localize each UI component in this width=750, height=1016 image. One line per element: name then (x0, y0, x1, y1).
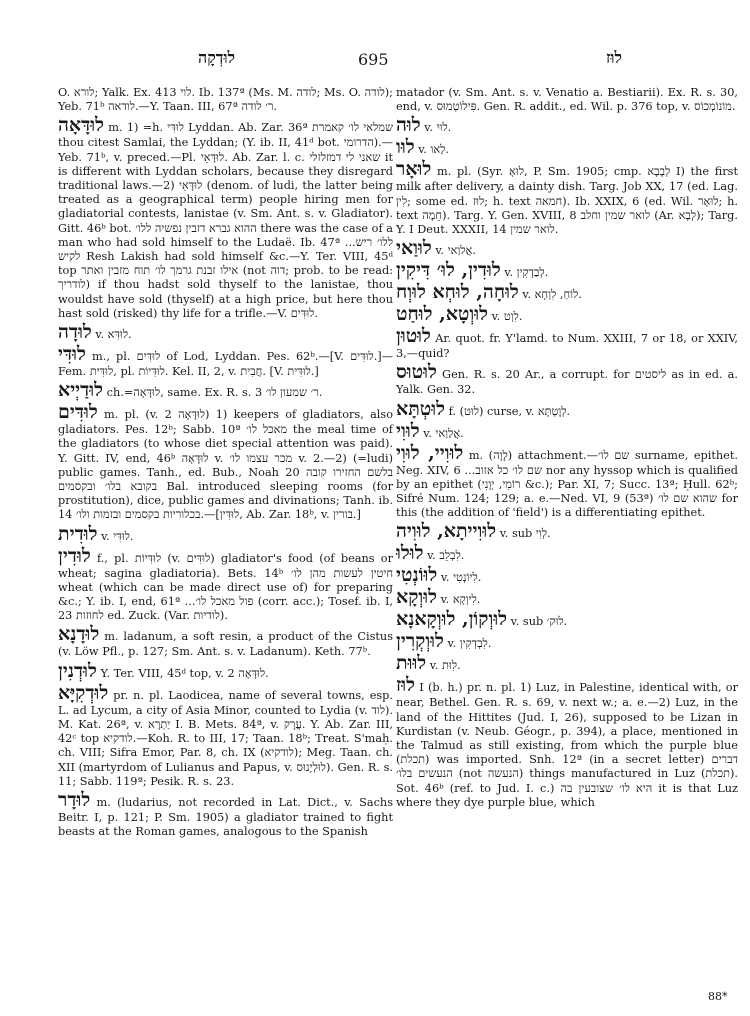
dictionary-entry (396, 543, 738, 564)
entry-definition: m. (ludarius, not recorded in Lat. Dict., v. Sachs Beitr. I, p. 121; P. Sm. 1905) a gladiator trained to fight beasts at the Roman games, analogous to the Spanish (58, 795, 393, 839)
entry-definition: v. אֲלַוַאי. (423, 426, 464, 440)
entry-headword: לוּוֹנְטִי (396, 564, 438, 587)
dictionary-entry (396, 565, 738, 586)
entry-definition: ch.=לוּדָּאָה, same. Ex. R. s. 3 ר׳ שמעון לו׳. (106, 386, 323, 400)
entry-definition: I (b. h.) pr. n. pl. 1) Luz, in Palestine, identical with, or near, Bethel. Gen. R. s. 69, v. next w.; a. e.—2) Luz, in the land of the Hittites (Jud. I, 26), supposed to be Lizan in Kurdistan (v. Neub. Géogr., p. 394), a place, mentioned in the Talmud as still existing, from which the purple blue (תכלת) was imported. Snh. 12ª (in a secret letter) דברים הנעשים בלו׳ (not הנעשה) things manufactured in Luz (תכלת). Sot. 46ᵇ (ref. to Jud. I. c.) היא לו׳ שצובעין בה it is that Luz where they dye purple blue, which (396, 681, 738, 809)
entry-headword: לוּז (396, 674, 416, 697)
entry-definition: v. לוֹחַ, לִוְחָא. (522, 288, 582, 302)
entry-definition: v. לִיוֹנְטִי. (440, 571, 482, 585)
entry-definition: f. (לוּט) curse, v. לְוָטְתָּא. (448, 404, 571, 418)
dictionary-entry (58, 380, 393, 401)
entry-definition: m. ladanum, a soft resin, a product of the Cistus (v. Löw Pfl., p. 127; Sm. Ant. s. v. Ladanum). Keth. 77ᵇ. (58, 630, 393, 659)
dictionary-entry (396, 675, 738, 810)
entry-definition: v. לִוְט. (491, 310, 523, 324)
dictionary-entry (58, 344, 393, 379)
entry-definition: m. pl. (Syr. לוּאָ, P. Sm. 1905; cmp. לְבָבָא I) the first milk after delivery, a dainty dish. Targ. Job XX, 17 (ed. Lag. לִין; some ed. לוּז; h. text חמאה). Ib. XXIX, 6 (ed. Wil. לוּאָר; h. text חֵמָה). Targ. Y. Gen. XVIII, 8 לואר שמין וחלב (Ar. לְבָא); Targ. Y. I Deut. XXXII, 14 לואר שמין. (396, 165, 738, 237)
dictionary-entry (396, 238, 738, 259)
dictionary-entry (58, 790, 393, 839)
dictionary-entry (396, 304, 738, 325)
entry-headword: לוּדַיְיא (58, 379, 104, 402)
dictionary-entry (396, 521, 738, 542)
entry-headword: לוּוִייתָא, לוּוִיה (396, 520, 497, 543)
entry-headword: לוּוִיי, לוּוִי (396, 441, 464, 464)
dictionary-entry (396, 159, 738, 237)
entry-definition: v. אֲלוַאי. (435, 244, 476, 258)
entry-definition: O. לורא; Yalk. Ex. 413 לוי. Ib. 137ª (Ms. M. לודה; Ms. O. לודה); Yeb. 71ᵇ לודאה.—Y. Taan. III, 67ª ר׳ לודה. (58, 86, 393, 114)
entry-definition: v. לְבַדְקִין. (504, 266, 549, 280)
entry-definition: pr. n. pl. Laodicea, name of several towns, esp. L. ad Lycum, a city of Asia Minor, counted to Lydia (v. לוד). M. Kat. 26ª, v. יַתְרָא I. B. Mets. 84ª, v. עֲרָק. Y. Ab. Zar. III, 42ᶜ top לודקיא.—Koh. R. to III, 17; Taan. 18ᵇ; Treat. S'maḥ. ch. VIII; Sifra Emor, Par. 8, ch. IX (לודקיא); Meg. Taan. ch. XII (martyrdom of Lulianus and Papus, v. לוּלְיָנוּס). Gen. R. s. 11; Sabb. 119ª; Pesik. R. s. 23. (58, 688, 394, 788)
entry-headword: לוּוַאי (396, 237, 432, 260)
dictionary-entry (58, 546, 393, 624)
dictionary-entry (396, 587, 738, 608)
entry-definition: m., pl. לוּדִּים of Lod, Lyddan. Pes. 62ᵇ.—[V. לוּדִּים.]—Fem. לוּדִּית, pl. לוּדִּיוֹת. Kel. II, 2, v. חֲבִית. [V. לוּדִּית.] (58, 350, 393, 379)
entry-headword: לוּוּת (396, 652, 427, 675)
right-running-headword: לוּז (605, 48, 622, 67)
dictionary-entry (396, 282, 738, 303)
dictionary-entry (58, 322, 393, 343)
entry-headword: לוּטוּס (396, 361, 437, 384)
entry-headword: לוּדָר (58, 788, 91, 811)
dictionary-entry (58, 683, 393, 789)
entry-definition: v. לִבְדְקִין. (447, 637, 492, 651)
entry-headword: לוּדִּים (58, 401, 98, 424)
entry-definition: Ar. quot. fr. Y'lamd. to Num. XXIII, 7 or 18, or XXIV, 3,—quid? (396, 332, 738, 361)
dictionary-entry (396, 421, 738, 442)
dictionary-entry (58, 624, 393, 659)
dictionary-entry (396, 443, 738, 521)
page-number: 695 (358, 50, 389, 69)
dictionary-entry (58, 86, 393, 114)
entry-definition: v. לִיוְקָא. (440, 593, 481, 607)
running-header (58, 48, 692, 74)
dictionary-entry (396, 115, 738, 136)
entry-definition: v. sub לְוִי. (499, 527, 551, 541)
left-running-headword: לוּדְקָה (198, 48, 236, 67)
entry-definition: v. sub לוּק׳. (510, 615, 568, 629)
entry-headword: לוּאָר (396, 158, 432, 181)
dictionary-entry (396, 362, 738, 397)
entry-definition: matador (v. Sm. Ant. s. v. Venatio a. Bestiarii). Ex. R. s. 30, end, v. פִּילוֹטְמוּס. Gen. R. addit., ed. Wil. p. 376 top, v. מוֹנוֹמְכוֹס. (396, 86, 738, 114)
right-column (396, 86, 738, 811)
entry-headword: לוּדִית (58, 522, 98, 545)
entry-headword: לוּדִין (58, 544, 91, 567)
entry-headword: לוּו (396, 136, 415, 159)
dictionary-entry (396, 326, 738, 361)
entry-definition: m. 1) =h. לוּדִּי Lyddan. Ab. Zar. 36ª שמלאי לו׳ קאמרת thou citest Samlai, the Lyddan; (Y. ib. II, 41ᵈ bot. הדרומי).—Yeb. 71ᵇ, v. preced.—Pl. לוּדָּאֵי. Ab. Zar. l. c. שאני לי דמזלזלי it is different with Lyddan scholars, because they disregard traditional laws.—2) לוּדָּאֵי (denom. of ludi, the latter being treated as a geographical term) people hiring men for gladiatorial contests, lanistae (v. Sm. Ant. s. v. Gladiator). Gitt. 46ᵇ bot. ההוא גברא דזבין נפשיה ללו׳ there was the case of a man who had sold himself to the Ludaë. Ib. 47ª ...ללו׳ ריש לקיש Resh Lakish had sold himself &c.—Y. Ter. VIII, 45ᵈ top אילו זבנת גרמך לו׳ תוח מזבין ואתר (not דוה; prob. to be read: לודריך) if thou hadst sold thyself to the lanistae, thou wouldst have sold (thyself) at a high price, but here thou hast sold (risked) thy life for a trifle.—V. לוּדִּים. (58, 121, 394, 320)
entry-headword: לוּוְטָא, לוּחַט (396, 303, 488, 326)
signature-mark: 88* (708, 990, 728, 1003)
entry-headword: לוּוְקְרִין (396, 630, 444, 653)
entry-definition: f., pl. לוּדִּיוֹת (v. לוּדִּים) gladiator's food (of beans or wheat; sagina gladiatoria). Bets. 14ᵇ חיטין לעשות מהן לו׳ wheat (which can be made direct use of) for preparing &c.; Y. ib. I, end, 61ª ...פול מאכל לו׳ (corr. acc.); Tosef. ib. I, 23 לחוזות ed. Zuck. (Var. לודיות). (58, 551, 394, 623)
dictionary-entry (58, 524, 393, 545)
entry-headword: לוּחָה, לוּחְא לוּוְח (396, 281, 519, 304)
entry-headword: לוּוְקָא (396, 586, 437, 609)
dictionary-entry (396, 399, 738, 420)
entry-definition: m. (לָוָה) attachment.—שם לו׳ surname, epithet. Neg. XIV, 6 ...שם לו׳ כל אזוב nor any hyssop which is qualified by an epithet (רוֹמִי, יְוָנִי &c.); Par. XI, 7; Succ. 13ª; Ḥull. 62ᵇ; Sifré Num. 124; 129; a. e.—Ned. VI, 9 (53ª) שהוא שם לו׳ for this (the addition of 'field') is a differentiating epithet. (396, 448, 738, 520)
dictionary-entry (396, 260, 738, 281)
entry-headword: לוּטְתָּא (396, 397, 446, 420)
entry-headword: לוּטוּן (396, 325, 431, 348)
entry-headword: לוּה (396, 114, 421, 137)
dictionary-entry (396, 631, 738, 652)
dictionary-entry (58, 661, 393, 682)
dictionary-entry (58, 402, 393, 522)
entry-headword: לוּדְנִין (58, 659, 97, 682)
entry-definition: v. לוּי. (424, 121, 452, 135)
dictionary-entry (396, 609, 738, 630)
entry-headword: לוּוְקוֹן, לוּוְקָאנָא (396, 608, 508, 631)
entry-definition: v. לַאו. (418, 143, 450, 157)
entry-definition: Gen. R. s. 20 Ar., a corrupt. for ליסטים as in ed. a. Yalk. Gen. 32. (396, 368, 738, 397)
left-column (58, 86, 393, 840)
entry-headword: לוּדְקִיָּא (58, 681, 109, 704)
entry-headword: לוּדִין, לוּ׳ דִּיקִין (396, 259, 501, 282)
dictionary-entry (396, 86, 738, 114)
entry-definition: v. לוּדִּא. (95, 328, 132, 342)
entry-definition: v. לִוּת. (429, 659, 461, 673)
entry-definition: Y. Ter. VIII, 45ᵈ top, v. לוּדָּאָה 2. (100, 666, 269, 680)
dictionary-entry (396, 137, 738, 158)
dictionary-entry (396, 653, 738, 674)
entry-definition: v. לוּדִּי. (101, 529, 134, 543)
entry-headword: לוּדִּי (58, 343, 86, 366)
entry-definition: m. pl. (v. לוּדָּאָה 2) 1) keepers of gladiators, also gladiators. Pes. 12ᵇ; Sabb. 10ª מאכל לו׳ the meal time of the gladiators (to whose diet special attention was paid). Y. Gitt. IV, end, 46ᵇ לוּדָּאָה v. מכר עצמו לו׳ v. 2.—2) (=ludi) public games. Tanh., ed. Bub., Noah 20 בלשם החזירו קובה בקובא בלו׳ ובקסמים Bal. introduced sleeping rooms (for prostitution), dice, public games and divinations; Tanh. ib. 14 בכלוריות בקסמים ובזמות ולו׳.—[לוּדִּין, Ab. Zar. 18ᵇ, v. בורין.] (58, 408, 394, 522)
entry-headword: לוּדָה (58, 321, 92, 344)
entry-definition: v. לִבְלֵב. (427, 549, 465, 563)
entry-headword: לוּדָּאָה (58, 114, 105, 137)
entry-headword: לוּדָנָא (58, 623, 100, 646)
entry-headword: לוּוִי (396, 419, 420, 442)
entry-headword: לוּלוּ (396, 542, 424, 565)
dictionary-entry (58, 115, 393, 321)
